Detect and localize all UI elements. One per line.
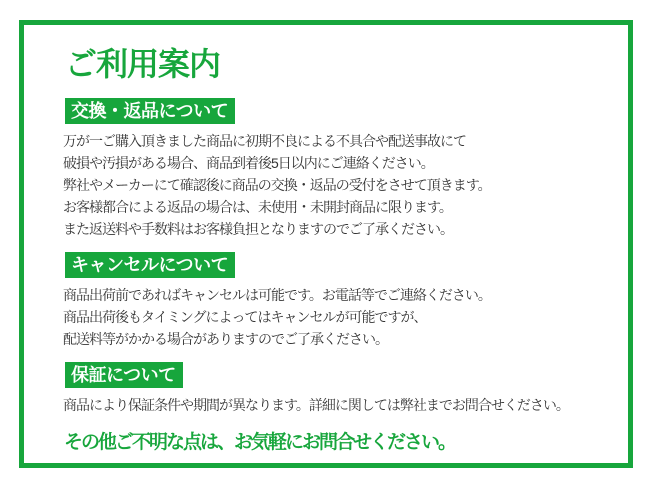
- section-warranty-heading: 保証について: [65, 362, 183, 388]
- page-title: ご利用案内: [65, 46, 221, 82]
- body-line: 配送料等がかかる場合がありますのでご了承ください。: [63, 331, 388, 347]
- section-exchange-returns: [63, 98, 600, 240]
- body-line: 破損や汚損がある場合、商品到着後5日以内にご連絡ください。: [63, 155, 434, 171]
- body-line: 商品出荷後もタイミングによってはキャンセルが可能ですが、: [63, 309, 427, 325]
- body-line: 弊社やメーカーにて確認後に商品の交換・返品の受付をさせて頂きます。: [63, 177, 491, 193]
- body-line: 商品出荷前であればキャンセルは可能です。お電話等でご連絡ください。: [63, 287, 491, 303]
- body-line: また返送料や手数料はお客様負担となりますのでご了承ください。: [63, 221, 453, 237]
- section-cancellation: [63, 252, 600, 350]
- section-cancellation-heading: キャンセルについて: [65, 252, 235, 278]
- section-warranty: [63, 362, 600, 416]
- section-exchange-returns-heading: 交換・返品について: [65, 98, 235, 124]
- body-line: 商品により保証条件や期間が異なります。詳細に関しては弊社までお問合せください。: [63, 397, 569, 413]
- body-line: 万が一ご購入頂きました商品に初期不良による不具合や配送事故にて: [63, 133, 466, 149]
- info-panel-content: [24, 25, 628, 456]
- info-panel-frame: [19, 20, 633, 468]
- body-line: お客様都合による返品の場合は、未使用・未開封商品に限ります。: [63, 199, 452, 215]
- footer-contact-note: その他ご不明な点は、お気軽にお問合せください。: [64, 432, 456, 453]
